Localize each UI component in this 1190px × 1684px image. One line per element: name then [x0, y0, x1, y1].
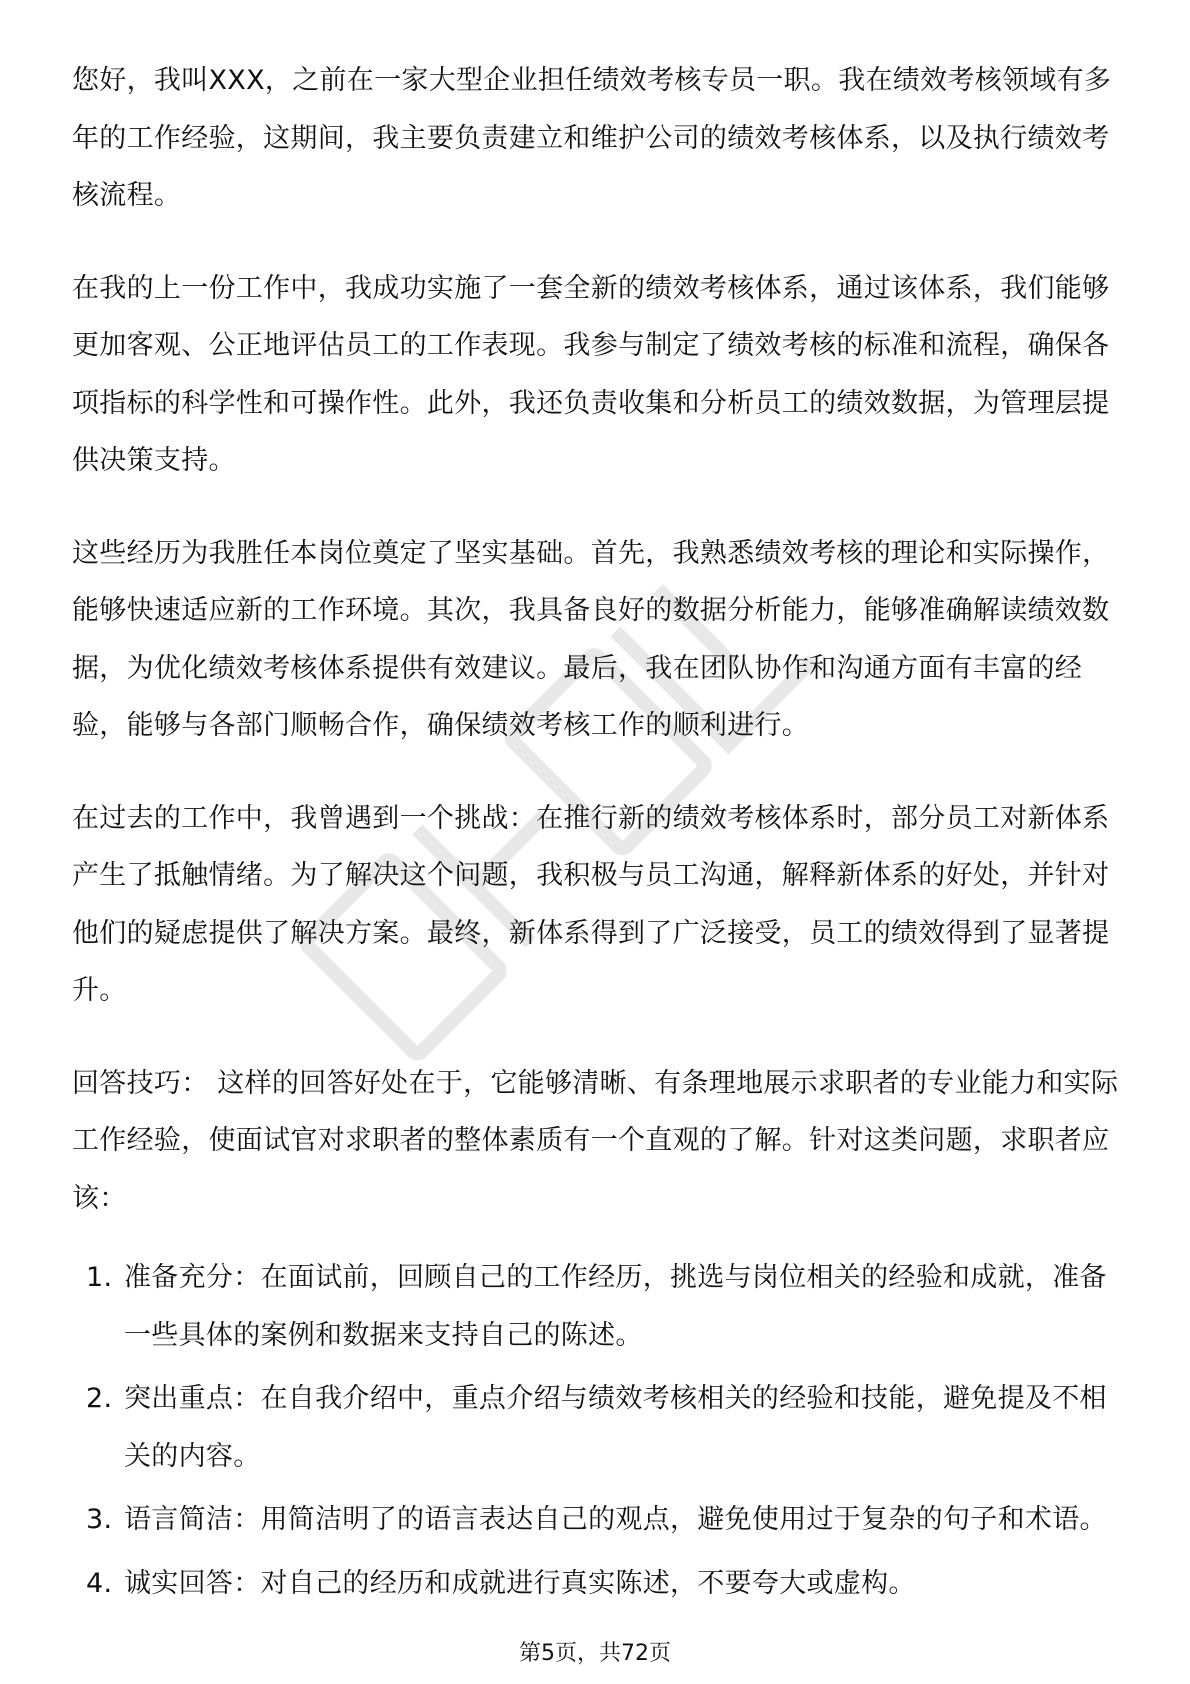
list-item-text: 语言简洁：用简洁明了的语言表达自己的观点，避免使用过于复杂的句子和术语。 — [124, 1504, 1107, 1535]
paragraph-qualifications: 这些经历为我胜任本岗位奠定了坚实基础。首先，我熟悉绩效考核的理论和实际操作，能够快速适应新的工作环境。其次，我具备良好的数据分析能力，能够准确解读绩效数据，为优化绩效考核体系提供有效建议。最后，我在团队协作和沟通方面有丰富的经验，能够与各部门顺畅合作，确保绩效考核工作的顺利进行。 — [72, 537, 1110, 741]
list-item-text: 突出重点：在自我介绍中，重点介绍与绩效考核相关的经验和技能，避免提及不相关的内容。 — [124, 1383, 1107, 1472]
paragraph-experience: 在我的上一份工作中，我成功实施了一套全新的绩效考核体系，通过该体系，我们能够更加客观、公正地评估员工的工作表现。我参与制定了绩效考核的标准和流程，确保各项指标的科学性和可操作性。此外，我还负责收集和分析员工的绩效数据，为管理层提供决策支持。 — [72, 272, 1110, 476]
list-item-number: 1. — [86, 1262, 113, 1293]
paragraph-intro: 您好，我叫XXX，之前在一家大型企业担任绩效考核专员一职。我在绩效考核领域有多年的工作经验，这期间，我主要负责建立和维护公司的绩效考核体系，以及执行绩效考核流程。 — [72, 65, 1112, 211]
list-item — [72, 1491, 1120, 1549]
paragraph-challenge: 在过去的工作中，我曾遇到一个挑战：在推行新的绩效考核体系时，部分员工对新体系产生了抵触情绪。为了解决这个问题，我积极与员工沟通，解释新体系的好处，并针对他们的疑虑提供了解决方案。最终，新体系得到了广泛接受，员工的绩效得到了显著提升。 — [72, 802, 1110, 1006]
list-item-number: 3. — [86, 1504, 113, 1535]
list-item-number: 4. — [86, 1567, 113, 1599]
list-item — [72, 1555, 1120, 1613]
list-item — [72, 1370, 1120, 1485]
list-item-number: 2. — [86, 1383, 113, 1414]
list-item — [72, 1249, 1120, 1364]
paragraph-tips: 回答技巧： 这样的回答好处在于，它能够清晰、有条理地展示求职者的专业能力和实际工作经验，使面试官对求职者的整体素质有一个直观的了解。针对这类问题，求职者应该： — [72, 1067, 1119, 1214]
list-item-text: 准备充分：在面试前，回顾自己的工作经历，挑选与岗位相关的经验和成就，准备一些具体的案例和数据来支持自己的陈述。 — [124, 1262, 1107, 1351]
page-footer: 第5页，共72页 — [519, 1641, 671, 1666]
list-item-text: 诚实回答：对自己的经历和成就进行真实陈述，不要夸大或虚构。 — [124, 1567, 916, 1599]
tips-list — [72, 1249, 1120, 1612]
document-body — [72, 52, 1120, 1618]
